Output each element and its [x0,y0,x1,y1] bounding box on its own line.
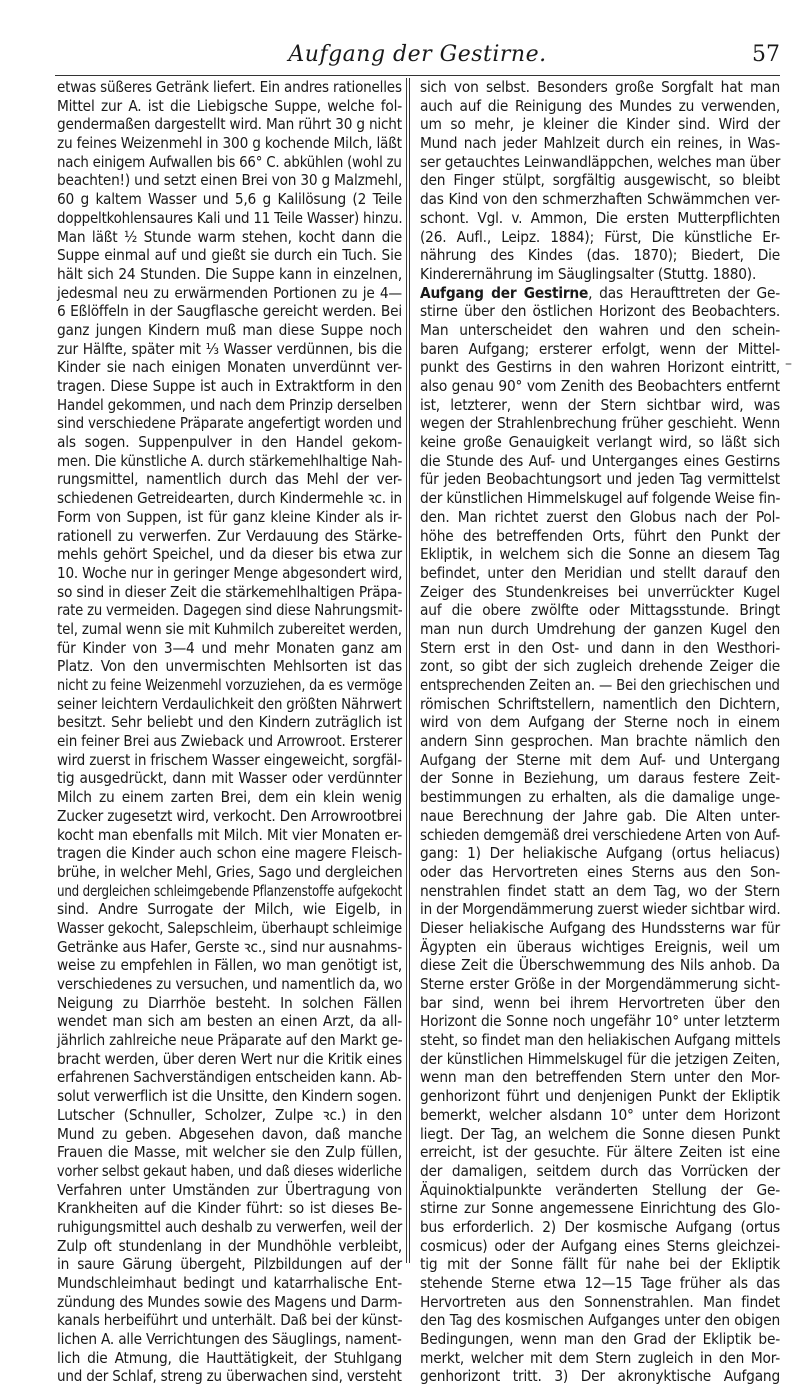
text-line: etwas süßeres Getränk liefert. Ein andres rationelles [57,78,402,96]
text-line: beachten!) und setzt einen Brei von 30 g Malzmehl, [57,171,403,190]
text-line: Äquinoktialpunkte veränderten Stellung der Ge- [420,1180,780,1199]
text-line: punkt des Gestirns in den wahren Horizont eintritt, [420,358,780,377]
text-line: jährlich zahlreiche neue Präparate auf den Markt ge- [57,1031,403,1050]
text-line: Dieser heliakische Aufgang des Hundssterns war für [420,918,780,937]
text-line: vorher selbst gekaut haben, und daß dieses widerliche [57,1161,402,1180]
text-line: stirne über den östlichen Horizont des Beobachters. [420,302,780,321]
text-line: lich die Atmung, die Hauttätigkeit, der Stuhlgang [57,1348,402,1367]
text-line: der Sonne in Beziehung, um daraus festere Zeit- [420,769,780,788]
text-line: bar sind, wenn bei ihrem Hervortreten über den [420,993,780,1012]
text-line: Verfahren unter Umständen zur Übertragung von [57,1180,402,1199]
text-line: Suppe einmal auf und gießt sie durch ein Tuch. Sie [57,246,402,265]
text-line: für Kinder von 3—4 und mehr Monaten ganz am [57,638,402,657]
text-line: als sogen. Suppenpulver in den Handel gekom- [57,433,402,452]
text-line: der künstlichen Himmelskugel auf folgende Weise fin- [420,489,781,508]
column-divider [406,78,407,1263]
text-line: entsprechenden Zeiten an. — Bei den griechischen und [420,676,780,694]
right-column [420,78,781,1386]
text-line: seiner leichtern Verdaulichkeit den größten Nährwert [57,694,402,713]
header-rule [55,75,780,76]
text-line: Lutscher (Schnuller, Scholzer, Zulpe ꝛc.) in den [57,1105,402,1124]
text-line: Man läßt ½ Stunde warm stehen, kocht dann die [57,227,402,246]
text-line: Frauen die Masse, mit welcher sie den Zulp füllen, [57,1143,402,1162]
text-line: Mund zu geben. Abgesehen davon, daß manche [57,1124,402,1143]
text-line: ist, letzterer, wenn der Stern sichtbar wird, was [420,395,780,414]
text-line: das Kind von den schmerzhaften Schwämmchen ver- [420,190,780,209]
text-line: um so mehr, je kleiner die Kinder sind. Wird der [420,115,780,134]
text-line: wird zuerst in frischem Wasser eingeweicht, sorgfäl- [57,750,402,769]
text-line: der damaligen, seitdem durch das Vorrücken der [420,1161,780,1180]
text-line: (26. Aufl., Leipz. 1884); Fürst, Die künstliche Er- [420,227,780,246]
text-line: Sterne erster Größe in der Morgendämmerung sicht- [420,975,780,993]
text-line: man nun durch Umdrehung der ganzen Kugel den [420,619,780,638]
text-line: bus erforderlich. 2) Der kosmische Aufgang (ortus [420,1217,780,1236]
text-line: Bedingungen, wenn man den Grad der Ekliptik be- [420,1330,780,1349]
text-line: wenn man den betreffenden Stern unter den Mor- [420,1068,780,1087]
text-line: den Tag des kosmischen Aufganges unter den obigen [420,1311,780,1330]
text-line: rate zu vermeiden. Dagegen sind diese Nahrungsmit- [57,601,403,620]
text-line: bestimmungen zu erhalten, als die damalige unge- [420,788,780,807]
text-line: auf die obere zwölfte oder Mittagsstunde. Bringt [420,601,780,620]
page-header [55,40,780,74]
left-column [57,78,403,1386]
text-line: Handel gekommen, und nach dem Prinzip derselben [57,395,403,414]
text-line: schont. Vgl. v. Ammon, Die ersten Mutterpflichten [420,208,780,227]
text-line: naue Berechnung der Jahre gab. Die Alten unter- [420,806,780,825]
text-line: tel, zumal wenn sie mit Kuhmilch zubereitet werden, [57,619,402,638]
text-line: brühe, in welcher Mehl, Gries, Sago und dergleichen [57,862,403,881]
text-line: Ekliptik, in welchem sich die Sonne an diesem Tag [420,545,780,564]
text-line: stehende Sterne etwa 12—15 Tage früher als das [420,1274,780,1292]
text-line: ruhigungsmittel auch deshalb zu verwerfen, weil der [57,1217,403,1236]
text-line: genhorizont tritt. 3) Der akronyktische Aufgang [420,1367,780,1386]
text-line: sich von selbst. Besonders große Sorgfalt hat man [420,78,780,96]
text-line: Zeiger des Stundenkreises bei unverrückter Kugel [420,582,780,601]
text-line: schieden demgemäß drei verschiedene Arten von Auf- [420,825,781,844]
text-line: nährung des Kindes (das. 1870); Biedert, Die [420,246,780,265]
text-line: erreicht, ist der gesuchte. Für ältere Zeiten ist eine [420,1143,780,1162]
text-line: den Finger stülpt, sorgfältig ausgewischt, so bleibt [420,171,780,190]
text-line: nicht zu feine Weizenmehl vorzuziehen, da es vermöge [57,676,403,694]
text-line: zont, so gibt der sich zugleich drehende Zeiger die [420,657,780,676]
text-line: rungsmittel, namentlich durch das Mehl der ver- [57,470,402,489]
text-line: gendermaßen dargestellt wird. Man rührt 30 g nicht [57,115,402,134]
running-title: Aufgang der Gestirne. [288,42,547,67]
text-line: tragen. Diese Suppe ist auch in Extraktform in den [57,377,402,395]
text-line: römischen Schriftstellern, namentlich den Dichtern, [420,694,780,713]
text-line: nenstrahlen findet statt an dem Tag, wo der Stern [420,881,780,900]
text-line: besitzt. Sehr beliebt und den Kindern zuträglich ist [57,713,402,732]
text-line: Neigung zu Diarrhöe besteht. In solchen Fällen [57,993,402,1012]
text-line: baren Aufgang; ersterer erfolgt, wenn der Mittel- [420,339,780,358]
text-line: solut verwerflich ist die Unsitte, den Kindern sogen. [57,1087,402,1106]
text-line: rationell zu verwerfen. Zur Verdauung des Stärke- [57,526,402,545]
column-divider-double [409,78,410,1263]
page-number: 57 [752,42,780,67]
margin-mark: – [785,356,792,372]
text-line: Man unterscheidet den wahren und den schein- [420,320,780,339]
text-line: Mittel zur A. ist die Liebigsche Suppe, welche fol- [57,96,402,115]
text-line: andern Sinn gesprochen. Man brachte nämlich den [420,732,780,751]
text-line: und dergleichen schleimgebende Pflanzenstoffe aufgekocht [57,881,403,900]
text-line: ein feiner Brei aus Zwieback und Arrowroot. Ersterer [57,732,402,751]
text-line: also genau 90° vom Zenith des Beobachters entfernt [420,377,780,395]
text-line: ser getauchtes Leinwandläppchen, welches man über [420,152,781,171]
text-line: 10. Woche nur in geringer Menge abgesondert wird, [57,563,403,582]
text-line: Mundschleimhaut bedingt und katarrhalische Ent- [57,1274,402,1292]
text-line: hält sich 24 Stunden. Die Suppe kann in einzelnen, [57,264,402,283]
text-line: kocht man ebenfalls mit Milch. Mit vier Monaten er- [57,825,402,844]
text-line: Wasser gekocht, Salepschleim, überhaupt schleimige [57,918,403,937]
text-line: tig ausgedrückt, dann mit Wasser oder verdünnter [57,769,402,788]
text-line: kanals herbeiführt und unterhält. Daß bei der künst- [57,1311,403,1330]
text-line: oder das Hervortreten eines Sterns aus den Son- [420,862,780,881]
text-line: bemerkt, welcher alsdann 10° unter dem Horizont [420,1105,780,1124]
text-line: liegt. Der Tag, an welchem die Sonne diesen Punkt [420,1124,780,1143]
text-line: doppeltkohlensaures Kali und 11 Teile Wasser) hinzu. [57,208,403,227]
text-line: diese Zeit die Überschwemmung des Nils anhob. Da [420,956,780,975]
text-line: schiedenen Getreidearten, durch Kindermehle ꝛc. in [57,489,402,508]
text-line: in der Morgendämmerung zuerst wieder sichtbar wird. [420,900,781,919]
text-line: Zulp oft stundenlang in der Mundhöhle verbleibt, [57,1236,402,1255]
text-line: höhe des betreffenden Orts, führt den Punkt der [420,526,780,545]
text-line: tig mit der Sonne fällt für nahe bei der Ekliptik [420,1255,780,1274]
text-line: Kinder sie nach einigen Monaten unverdünnt ver- [57,358,402,377]
text-line: Stern erst in den Ost- und dann in den Westhori- [420,638,780,657]
text-line: befindet, unter den Meridian und stellt darauf den [420,563,780,582]
text-line: Platz. Von den unvermischten Mehlsorten ist das [57,657,402,676]
text-line: Aufgang der Sterne mit dem Auf- und Untergang [420,750,780,769]
text-line: Getränke aus Hafer, Gerste ꝛc., sind nur ausnahms- [57,937,402,956]
text-line: Mund nach jeder Mahlzeit durch ein reines, in Was- [420,134,780,153]
text-line: nach einigem Aufwallen bis 66° C. abkühlen (wohl zu [57,152,402,171]
text-line: wegen der Strahlenbrechung früher geschieht. Wenn [420,414,780,433]
text-line: und der Schlaf, streng zu überwachen sind, versteht [57,1367,402,1386]
text-line: keine große Genauigkeit verlangt wird, so läßt sich [420,433,780,452]
text-line: men. Die künstliche A. durch stärkemehlhaltige Nah- [57,451,403,470]
text-line: mehls gehört Speichel, und da dieser bis etwa zur [57,545,402,564]
text-line: 60 g kaltem Wasser und 5,6 g Kalilösung (2 Teile [57,190,402,209]
text-line: tragen die Kinder auch schon eine magere Fleisch- [57,844,402,863]
text-line: den. Man richtet zuerst den Globus nach der Pol- [420,507,780,526]
text-line: bracht werden, über deren Wert nur die Kritik eines [57,1049,402,1068]
text-line: stirne zur Sonne angemessene Einrichtung des Glo- [420,1199,780,1218]
text-line: zu feines Weizenmehl in 300 g kochende Milch, läßt [57,134,402,153]
text-line: Form von Suppen, ist für ganz kleine Kinder als ir- [57,507,402,526]
text-line: Milch zu einem zarten Brei, dem ein klein wenig [57,788,402,807]
text-line: steht, so findet man den heliakischen Aufgang mittels [420,1031,781,1050]
text-line: sind verschiedene Präparate angefertigt worden und [57,414,402,433]
text-line: die Stunde des Auf- und Unterganges eines Gestirns [420,451,780,470]
text-line: Aufgang der Gestirne, das Heraufttreten der Ge- [420,283,780,302]
text-line: cosmicus) oder der Aufgang eines Sterns gleichzei- [420,1236,780,1255]
text-line: verschiedenes zu versuchen, und namentlich da, wo [57,975,403,993]
text-line: erfahrenen Sachverständigen entscheiden kann. Ab- [57,1068,402,1087]
text-line: Horizont die Sonne noch ungefähr 10° unter letzterm [420,1012,780,1031]
text-line: merkt, welcher mit dem Stern zugleich in den Mor- [420,1348,780,1367]
text-line: Krankheiten auf die Kinder führt: so ist dieses Be- [57,1199,402,1218]
text-line: Ägypten ein überaus wichtiges Ereignis, weil um [420,937,780,956]
text-line: Zucker zugesetzt wird, verkocht. Den Arrowrootbrei [57,806,403,825]
text-line: in saure Gärung übergeht, Pilzbildungen auf der [57,1255,402,1274]
text-line: jedesmal neu zu erwärmenden Portionen zu je 4— [57,283,402,302]
text-line: so sind in dieser Zeit die stärkemehlhaltigen Präpa- [57,582,402,601]
text-line: wird von dem Aufgang der Sterne noch in einem [420,713,780,732]
text-line: gang: 1) Der heliakische Aufgang (ortus heliacus) [420,844,780,863]
text-line: genhorizont führt und denjenigen Punkt der Ekliptik [420,1087,780,1106]
text-line: 6 Eßlöffeln in der Saugflasche gereicht werden. Bei [57,302,402,321]
text-line: für jeden Beobachtungsort und jeden Tag vermittelst [420,470,780,489]
text-line: auch auf die Reinigung des Mundes zu verwenden, [420,96,780,115]
text-line: lichen A. alle Verrichtungen des Säuglings, nament- [57,1330,402,1349]
text-line: zur Hälfte, später mit ⅓ Wasser verdünnen, bis die [57,339,402,358]
text-line: wendet man sich am besten an einen Arzt, da all- [57,1012,402,1031]
text-line: Hervortreten aus den Sonnenstrahlen. Man findet [420,1292,780,1311]
entry-headword: Aufgang der Gestirne [420,283,589,302]
text-line: zündung des Mundes sowie des Magens und Darm- [57,1292,403,1311]
text-line: sind. Andre Surrogate der Milch, wie Eigelb, in [57,900,402,919]
text-line: Kinderernährung im Säuglingsalter (Stuttg. 1880). [420,264,757,283]
text-line: ganz jungen Kindern muß man diese Suppe noch [57,320,402,339]
text-line: weise zu empfehlen in Fällen, wo man genötigt ist, [57,956,402,975]
text-line: der künstlichen Himmelskugel für die jetzigen Zeiten, [420,1049,780,1068]
